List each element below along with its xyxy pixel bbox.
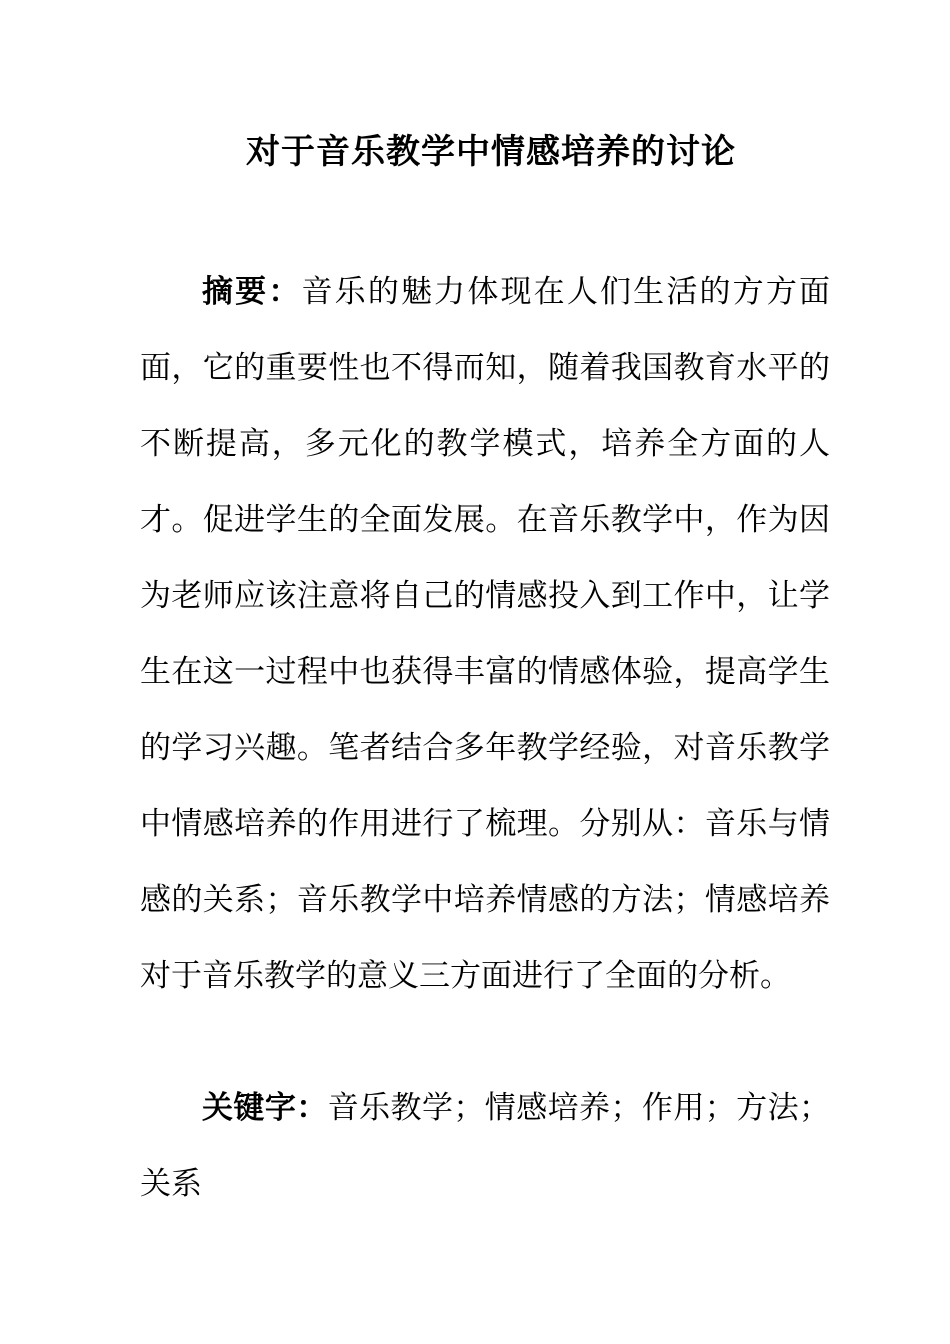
abstract-label: 摘要：: [202, 274, 302, 310]
abstract-text: 音乐的魅力体现在人们生活的方方面面，它的重要性也不得而知，随着我国教育水平的不断提高，多元化的教学模式，培养全方面的人才。促进学生的全面发展。在音乐教学中，作为因为老师应该注意将自己的情感投入到工作中，让学生在这一过程中也获得丰富的情感体验，提高学生的学习兴趣。笔者结合多年教学经验，对音乐教学中情感培养的作用进行了梳理。分别从：音乐与情感的关系；音乐教学中培养情感的方法；情感培养对于音乐教学的意义三方面进行了全面的分析。: [140, 274, 830, 994]
keywords-text: 音乐教学；情感培养；作用；方法；关系: [140, 1090, 831, 1202]
abstract-paragraph: [140, 254, 830, 1014]
keywords-label: 关键字：: [202, 1090, 328, 1126]
paper-title: 对于音乐教学中情感培养的讨论: [246, 132, 736, 172]
keywords-paragraph: [140, 1070, 830, 1222]
